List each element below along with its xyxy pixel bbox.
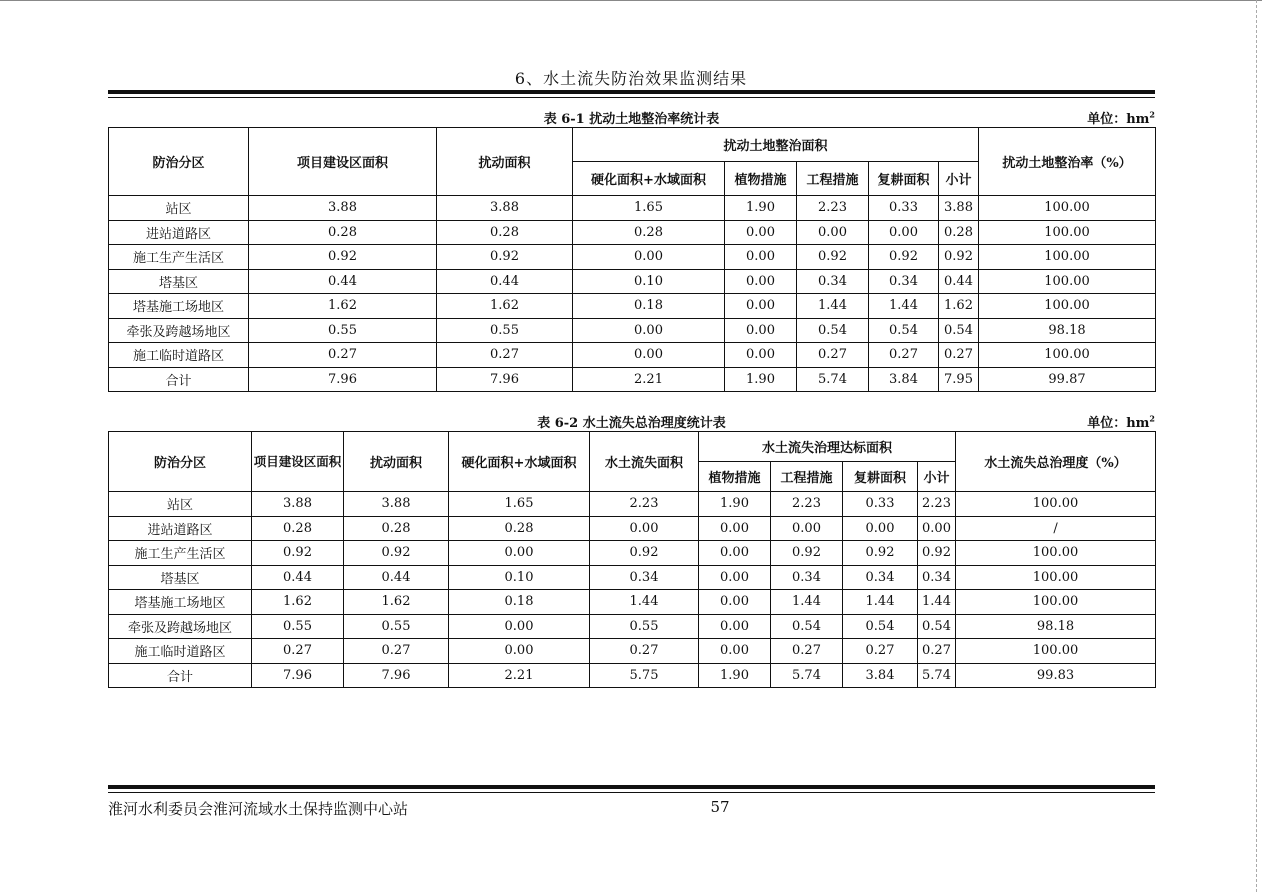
value-cell: 0.54 [918, 614, 956, 639]
value-cell: 100.00 [979, 220, 1156, 245]
value-cell: 0.27 [249, 343, 437, 368]
value-cell: 0.44 [437, 269, 573, 294]
value-cell: 0.00 [725, 318, 797, 343]
value-cell: 0.00 [449, 639, 590, 664]
table2-header-hardened: 硬化面积+水域面积 [449, 432, 590, 492]
value-cell: 0.00 [699, 565, 771, 590]
value-cell: 1.90 [725, 367, 797, 392]
value-cell: 0.92 [918, 541, 956, 566]
table-row [109, 516, 1156, 541]
value-cell: 0.92 [939, 245, 979, 270]
table1-header-remediation-group: 扰动土地整治面积 [573, 128, 979, 162]
table1-header-engineering: 工程措施 [797, 162, 869, 196]
table1-header-zone: 防治分区 [109, 128, 249, 196]
value-cell: 7.96 [437, 367, 573, 392]
table2-header-erosion-area: 水土流失面积 [590, 432, 699, 492]
value-cell: 0.00 [699, 590, 771, 615]
table-row [109, 367, 1156, 392]
value-cell: 7.96 [249, 367, 437, 392]
value-cell: 0.55 [252, 614, 344, 639]
value-cell: 1.44 [590, 590, 699, 615]
value-cell: 98.18 [956, 614, 1156, 639]
value-cell: 1.90 [699, 663, 771, 688]
value-cell: 0.33 [843, 492, 918, 517]
table1-caption: 表 6-1 扰动土地整治率统计表 [543, 112, 720, 127]
zone-cell: 塔基施工场地区 [109, 294, 249, 319]
zone-cell: 进站道路区 [109, 220, 249, 245]
value-cell: 3.88 [344, 492, 449, 517]
value-cell: 0.00 [918, 516, 956, 541]
value-cell: 1.44 [797, 294, 869, 319]
value-cell: 2.23 [771, 492, 843, 517]
value-cell: 3.84 [843, 663, 918, 688]
footer-rule-thick [108, 785, 1155, 789]
zone-cell: 塔基施工场地区 [109, 590, 252, 615]
value-cell: 0.27 [869, 343, 939, 368]
value-cell: 0.00 [725, 269, 797, 294]
value-cell: 0.34 [771, 565, 843, 590]
value-cell: 0.00 [699, 516, 771, 541]
value-cell: 0.92 [344, 541, 449, 566]
value-cell: 0.92 [249, 245, 437, 270]
value-cell: 0.27 [344, 639, 449, 664]
value-cell: 2.21 [573, 367, 725, 392]
value-cell: 0.34 [590, 565, 699, 590]
header-rule-thick [108, 90, 1155, 94]
value-cell: 100.00 [979, 343, 1156, 368]
value-cell: 100.00 [956, 565, 1156, 590]
value-cell: 0.55 [437, 318, 573, 343]
value-cell: 0.00 [699, 639, 771, 664]
table-row [109, 196, 1156, 221]
table2-header-disturbed-area: 扰动面积 [344, 432, 449, 492]
zone-cell: 牵张及跨越场地区 [109, 614, 252, 639]
value-cell: 100.00 [979, 269, 1156, 294]
value-cell: 0.27 [437, 343, 573, 368]
table1-header-rate: 扰动土地整治率（%） [979, 128, 1156, 196]
value-cell: 0.00 [843, 516, 918, 541]
value-cell: 0.00 [449, 541, 590, 566]
value-cell: 0.27 [797, 343, 869, 368]
value-cell: 0.54 [797, 318, 869, 343]
table1-header-hardened: 硬化面积+水域面积 [573, 162, 725, 196]
value-cell: 1.62 [252, 590, 344, 615]
footer-rule-thin [108, 792, 1155, 793]
table1-header-disturbed-area: 扰动面积 [437, 128, 573, 196]
value-cell: 1.65 [573, 196, 725, 221]
value-cell: 0.92 [869, 245, 939, 270]
value-cell: 98.18 [979, 318, 1156, 343]
value-cell: 1.62 [344, 590, 449, 615]
value-cell: 0.18 [573, 294, 725, 319]
table2-unit-label: 单位：hm [1087, 416, 1150, 431]
value-cell: 0.34 [918, 565, 956, 590]
value-cell: / [956, 516, 1156, 541]
value-cell: 0.34 [843, 565, 918, 590]
zone-cell: 施工生产生活区 [109, 541, 252, 566]
value-cell: 100.00 [956, 541, 1156, 566]
table-row [109, 343, 1156, 368]
table2-header-zone: 防治分区 [109, 432, 252, 492]
value-cell: 1.44 [918, 590, 956, 615]
table2-unit-sup: 2 [1149, 413, 1155, 424]
value-cell: 0.34 [869, 269, 939, 294]
table-row [109, 590, 1156, 615]
value-cell: 0.28 [573, 220, 725, 245]
value-cell: 0.27 [843, 639, 918, 664]
value-cell: 5.74 [918, 663, 956, 688]
value-cell: 1.44 [771, 590, 843, 615]
table1-unit-sup: 2 [1149, 109, 1155, 120]
table-row [109, 565, 1156, 590]
table1-header-construction-area: 项目建设区面积 [249, 128, 437, 196]
value-cell: 1.62 [249, 294, 437, 319]
value-cell: 0.00 [699, 614, 771, 639]
value-cell: 0.10 [573, 269, 725, 294]
table-row [109, 245, 1156, 270]
table-row [109, 492, 1156, 517]
value-cell: 7.95 [939, 367, 979, 392]
value-cell: 0.92 [590, 541, 699, 566]
table1-header-subtotal: 小计 [939, 162, 979, 196]
value-cell: 0.55 [344, 614, 449, 639]
table2-header-recultivation: 复耕面积 [843, 462, 918, 492]
value-cell: 1.44 [843, 590, 918, 615]
value-cell: 0.18 [449, 590, 590, 615]
value-cell: 1.90 [725, 196, 797, 221]
value-cell: 0.28 [252, 516, 344, 541]
value-cell: 0.33 [869, 196, 939, 221]
value-cell: 0.28 [344, 516, 449, 541]
value-cell: 0.92 [843, 541, 918, 566]
value-cell: 100.00 [956, 639, 1156, 664]
value-cell: 7.96 [344, 663, 449, 688]
zone-cell: 塔基区 [109, 565, 252, 590]
table2 [108, 431, 1156, 688]
value-cell: 1.44 [869, 294, 939, 319]
value-cell: 0.00 [725, 294, 797, 319]
table2-header-treated-group: 水土流失治理达标面积 [699, 432, 956, 462]
table2-header-degree: 水土流失总治理度（%） [956, 432, 1156, 492]
footer-page-number: 57 [710, 798, 730, 816]
page-frame-top [0, 0, 1262, 1]
value-cell: 5.75 [590, 663, 699, 688]
page-frame-right [1256, 0, 1257, 892]
value-cell: 0.44 [249, 269, 437, 294]
table2-caption: 表 6-2 水土流失总治理度统计表 [537, 416, 726, 431]
table2-header-engineering: 工程措施 [771, 462, 843, 492]
value-cell: 0.00 [771, 516, 843, 541]
value-cell: 100.00 [979, 245, 1156, 270]
value-cell: 1.62 [939, 294, 979, 319]
zone-cell: 牵张及跨越场地区 [109, 318, 249, 343]
table-row [109, 220, 1156, 245]
table2-header-plant: 植物措施 [699, 462, 771, 492]
table2-header-subtotal: 小计 [918, 462, 956, 492]
value-cell: 1.62 [437, 294, 573, 319]
header-rule-thin [108, 97, 1155, 98]
value-cell: 0.54 [843, 614, 918, 639]
value-cell: 0.27 [771, 639, 843, 664]
value-cell: 0.28 [939, 220, 979, 245]
value-cell: 2.23 [918, 492, 956, 517]
table1-header-row-1 [109, 128, 1156, 162]
zone-cell: 站区 [109, 492, 252, 517]
zone-cell: 进站道路区 [109, 516, 252, 541]
zone-cell: 合计 [109, 367, 249, 392]
value-cell: 0.00 [573, 245, 725, 270]
value-cell: 99.87 [979, 367, 1156, 392]
value-cell: 0.00 [590, 516, 699, 541]
value-cell: 0.44 [344, 565, 449, 590]
value-cell: 0.27 [590, 639, 699, 664]
value-cell: 1.90 [699, 492, 771, 517]
value-cell: 0.27 [918, 639, 956, 664]
zone-cell: 施工生产生活区 [109, 245, 249, 270]
value-cell: 1.65 [449, 492, 590, 517]
table-row [109, 614, 1156, 639]
value-cell: 3.88 [252, 492, 344, 517]
page-title: 6、水土流失防治效果监测结果 [514, 69, 748, 88]
value-cell: 0.28 [449, 516, 590, 541]
table1-caption-row [108, 108, 1155, 126]
value-cell: 0.34 [797, 269, 869, 294]
table2-header-construction-area: 项目建设区面积 [252, 432, 344, 492]
table-row [109, 639, 1156, 664]
table2-caption-row [108, 412, 1155, 430]
value-cell: 100.00 [979, 196, 1156, 221]
value-cell: 0.54 [771, 614, 843, 639]
value-cell: 3.88 [249, 196, 437, 221]
value-cell: 5.74 [771, 663, 843, 688]
value-cell: 0.00 [725, 220, 797, 245]
table2-header-row-1 [109, 432, 1156, 462]
value-cell: 0.00 [725, 245, 797, 270]
value-cell: 2.23 [797, 196, 869, 221]
table2-unit [1087, 412, 1155, 431]
table-row [109, 541, 1156, 566]
footer-organization: 淮河水利委员会淮河流域水土保持监测中心站 [108, 800, 409, 818]
zone-cell: 塔基区 [109, 269, 249, 294]
value-cell: 0.92 [252, 541, 344, 566]
zone-cell: 施工临时道路区 [109, 639, 252, 664]
value-cell: 100.00 [956, 590, 1156, 615]
value-cell: 0.55 [249, 318, 437, 343]
value-cell: 2.23 [590, 492, 699, 517]
value-cell: 100.00 [979, 294, 1156, 319]
value-cell: 3.84 [869, 367, 939, 392]
value-cell: 0.54 [939, 318, 979, 343]
table1-header-plant: 植物措施 [725, 162, 797, 196]
value-cell: 0.00 [699, 541, 771, 566]
value-cell: 0.28 [249, 220, 437, 245]
value-cell: 0.00 [797, 220, 869, 245]
value-cell: 2.21 [449, 663, 590, 688]
table-row [109, 663, 1156, 688]
value-cell: 0.00 [573, 318, 725, 343]
value-cell: 99.83 [956, 663, 1156, 688]
value-cell: 0.44 [252, 565, 344, 590]
value-cell: 0.92 [771, 541, 843, 566]
value-cell: 0.44 [939, 269, 979, 294]
value-cell: 0.00 [869, 220, 939, 245]
table-row [109, 294, 1156, 319]
value-cell: 0.28 [437, 220, 573, 245]
value-cell: 0.92 [797, 245, 869, 270]
value-cell: 100.00 [956, 492, 1156, 517]
table1-unit-label: 单位：hm [1087, 112, 1150, 127]
value-cell: 7.96 [252, 663, 344, 688]
value-cell: 5.74 [797, 367, 869, 392]
value-cell: 0.27 [939, 343, 979, 368]
zone-cell: 站区 [109, 196, 249, 221]
table1-header-recultivation: 复耕面积 [869, 162, 939, 196]
value-cell: 0.92 [437, 245, 573, 270]
value-cell: 0.55 [590, 614, 699, 639]
value-cell: 0.10 [449, 565, 590, 590]
table1 [108, 127, 1156, 392]
value-cell: 0.27 [252, 639, 344, 664]
zone-cell: 合计 [109, 663, 252, 688]
value-cell: 0.00 [573, 343, 725, 368]
value-cell: 0.00 [725, 343, 797, 368]
value-cell: 3.88 [437, 196, 573, 221]
value-cell: 3.88 [939, 196, 979, 221]
table-row [109, 269, 1156, 294]
table-row [109, 318, 1156, 343]
value-cell: 0.54 [869, 318, 939, 343]
table1-unit [1087, 108, 1155, 127]
value-cell: 0.00 [449, 614, 590, 639]
zone-cell: 施工临时道路区 [109, 343, 249, 368]
